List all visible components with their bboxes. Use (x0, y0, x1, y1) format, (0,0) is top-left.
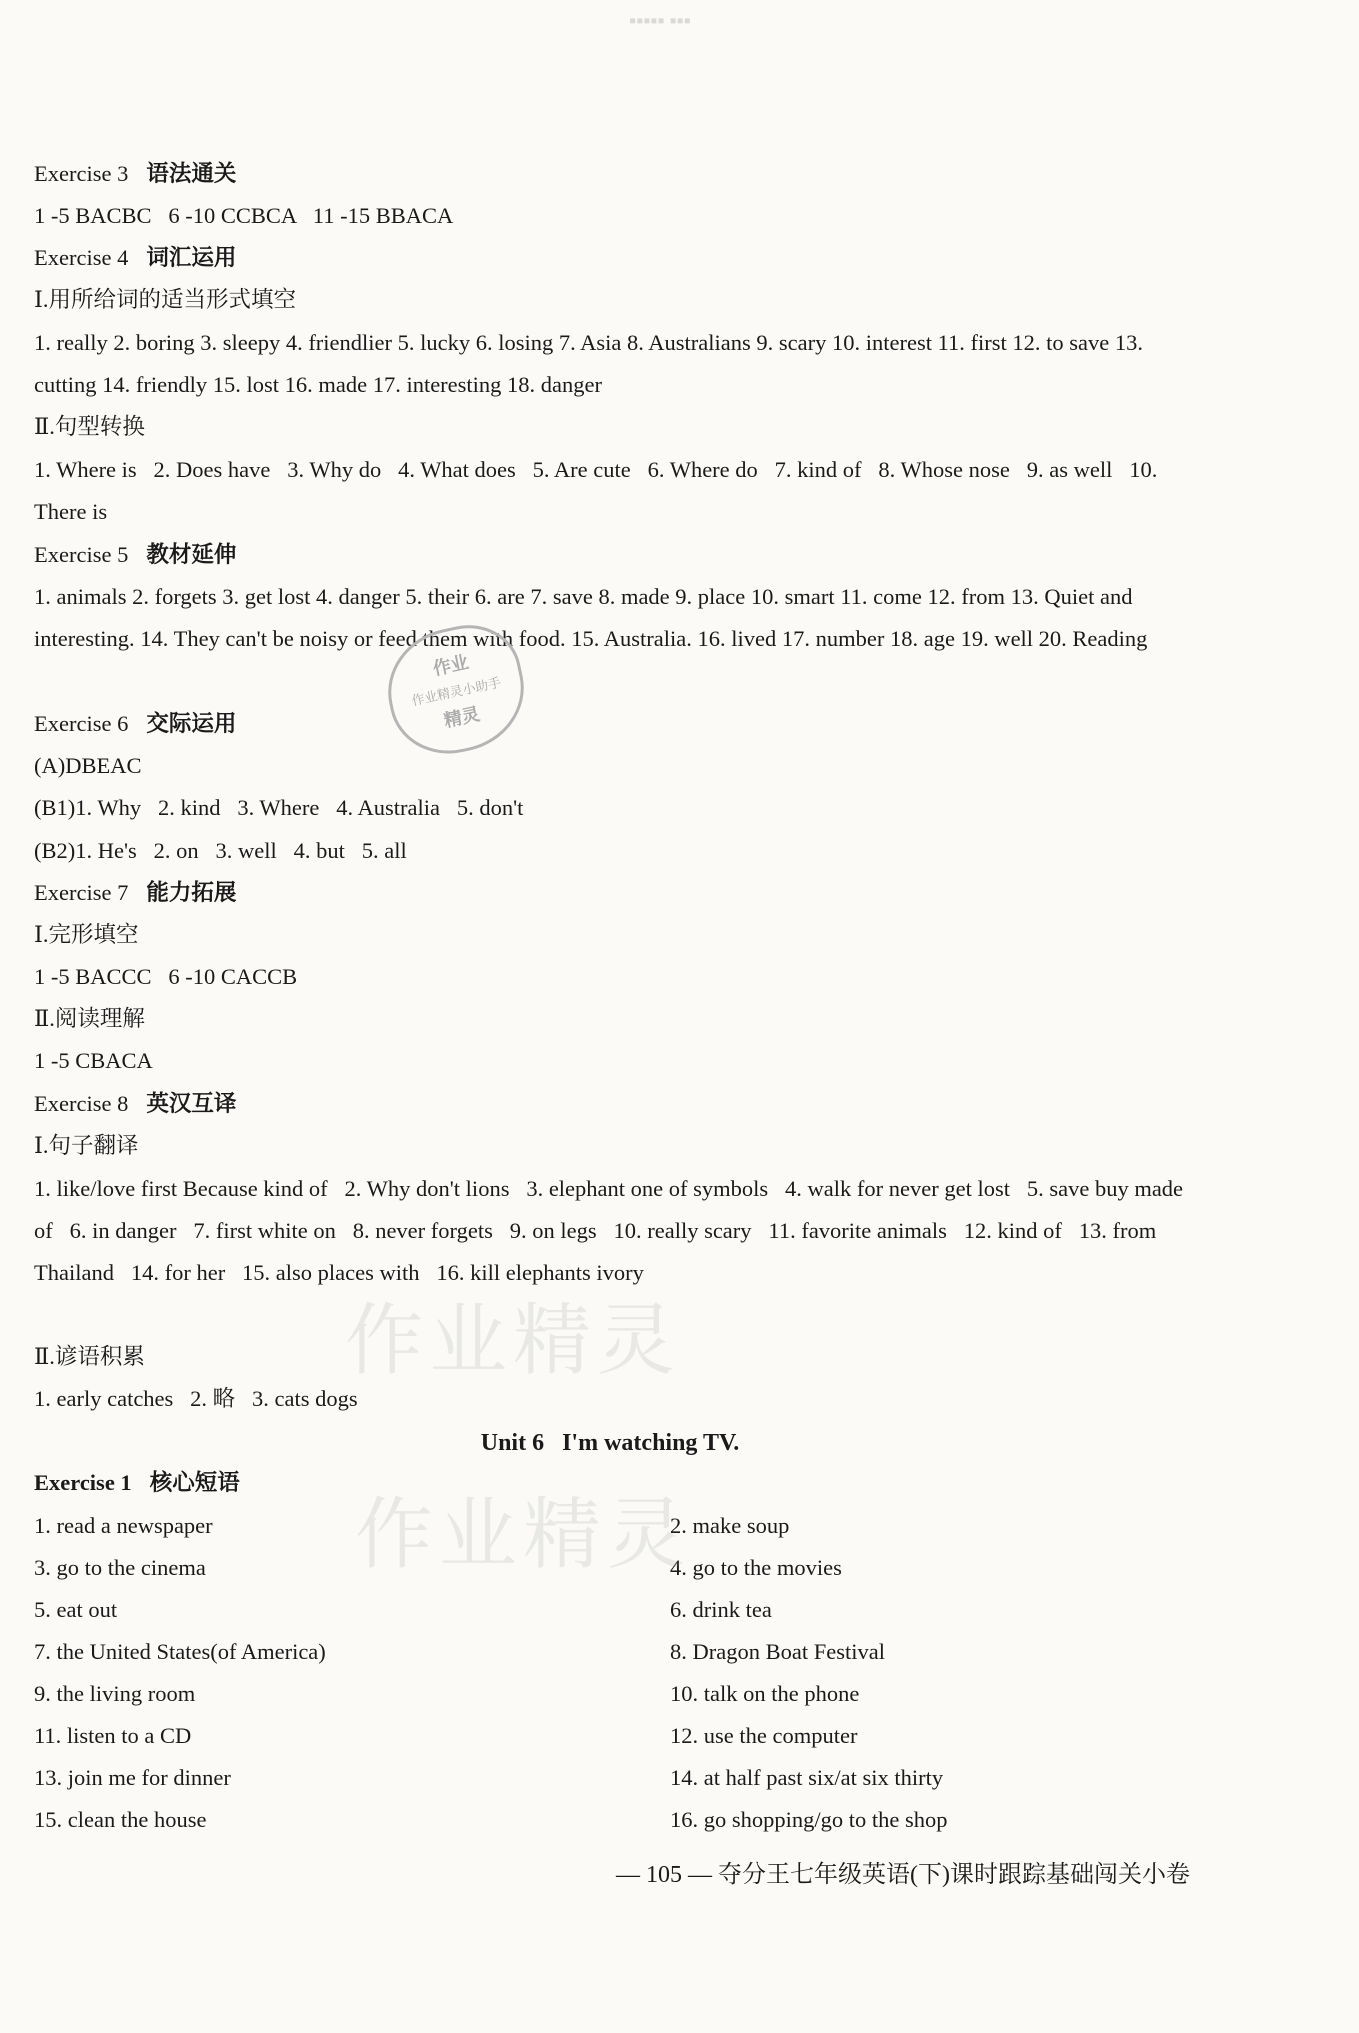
exercise-7-part2-answers: 1 -5 CBACA (34, 1048, 153, 1073)
page-number: — 105 — (616, 1862, 713, 1888)
exercise-3-answers: 1 -5 BACBC 6 -10 CCBCA 11 -15 BBACA (34, 203, 454, 228)
exercise-5-label: Exercise 5 (34, 542, 129, 567)
exercise-6-title: 交际运用 (146, 711, 237, 736)
phrase-item: 8. Dragon Boat Festival (670, 1639, 885, 1664)
phrase-item: 12. use the computer (670, 1723, 858, 1748)
faded-header-mark: ▪▪▪▪▪ ▪▪▪ (629, 10, 691, 32)
exercise-3-label: Exercise 3 (34, 161, 129, 186)
unit-6-exercise-1-heading (34, 1472, 240, 1495)
exercise-7-heading (34, 882, 236, 905)
unit-6-exercise-1-title: 核心短语 (149, 1470, 240, 1495)
exercise-7-part1-title: Ⅰ.完形填空 (34, 922, 139, 947)
watermark-text: 作业精灵 (345, 1296, 682, 1386)
phrase-item: 9. the living room (34, 1681, 196, 1706)
phrase-item: 4. go to the movies (670, 1555, 842, 1580)
phrase-item: 14. at half past six/at six thirty (670, 1765, 944, 1790)
exercise-7-title: 能力拓展 (146, 880, 237, 905)
exercise-4-part2-answers: 1. Where is 2. Does have 3. Why do 4. What does 5. Are cute 6. Where do 7. kind of 8. Whose nose 9. as well 10. There is (34, 457, 1163, 524)
exercise-5-heading (34, 544, 236, 567)
phrase-item: 5. eat out (34, 1597, 118, 1622)
exercise-8-part2-answers: 1. early catches 2. 略 3. cats dogs (34, 1386, 358, 1411)
exercise-8-heading (34, 1093, 236, 1116)
unit-6-exercise-1-label: Exercise 1 (34, 1470, 132, 1495)
stamp-middle-text: 作业精灵小助手 (410, 674, 503, 708)
phrase-item: 11. listen to a CD (34, 1723, 192, 1748)
exercise-4-part2-title: Ⅱ.句型转换 (34, 414, 145, 439)
exercise-7-part1-answers: 1 -5 BACCC 6 -10 CACCB (34, 964, 298, 989)
exercise-7-part2-title: Ⅱ.阅读理解 (34, 1006, 145, 1031)
stamp-top-text: 作业 (431, 651, 471, 679)
watermark-text: 作业精灵 (355, 1490, 692, 1580)
exercise-8-part1-title: Ⅰ.句子翻译 (34, 1133, 139, 1158)
exercise-8-label: Exercise 8 (34, 1091, 129, 1116)
exercise-3-heading (34, 163, 236, 186)
book-title: 夺分王七年级英语(下)课时跟踪基础闯关小卷 (718, 1862, 1190, 1888)
stamp-bottom-text: 精灵 (442, 703, 482, 731)
unit-6-title: Unit 6 I'm watching TV. (480, 1430, 740, 1456)
exercise-8-title: 英汉互译 (146, 1091, 237, 1116)
exercise-8-part1-answers: 1. like/love first Because kind of 2. Why don't lions 3. elephant one of symbols 4. walk for never get lost 5. save buy made of 6. in danger 7. first white on 8. never forgets 9. on legs 10. really scary 11. favorite animals 12. kind of 13. from Thailand 14. for her 15. also places with 16. kill elephants ivory (34, 1176, 1189, 1285)
phrase-item: 1. read a newspaper (34, 1513, 213, 1538)
phrase-item: 6. drink tea (670, 1597, 772, 1622)
exercise-3-title: 语法通关 (146, 161, 237, 186)
phrase-item: 7. the United States(of America) (34, 1639, 326, 1664)
page-footer (0, 1854, 1190, 1889)
exercise-4-label: Exercise 4 (34, 245, 129, 270)
exercise-4-title: 词汇运用 (146, 245, 237, 270)
exercise-4-heading (34, 247, 236, 270)
exercise-8-part2-title: Ⅱ.谚语积累 (34, 1344, 145, 1369)
phrase-item: 3. go to the cinema (34, 1555, 206, 1580)
exercise-6-label: Exercise 6 (34, 711, 129, 736)
exercise-6-b1: (B1)1. Why 2. kind 3. Where 4. Australia 5. don't (34, 795, 524, 820)
phrase-item: 2. make soup (670, 1513, 790, 1538)
phrase-item: 10. talk on the phone (670, 1681, 860, 1706)
exercise-7-label: Exercise 7 (34, 880, 129, 905)
phrase-item: 13. join me for dinner (34, 1765, 231, 1790)
exercise-6-heading (34, 713, 236, 736)
phrase-item: 15. clean the house (34, 1807, 207, 1832)
exercise-6-a: (A)DBEAC (34, 753, 142, 778)
exercise-4-part1-title: Ⅰ.用所给词的适当形式填空 (34, 287, 297, 312)
exercise-4-part1-answers: 1. really 2. boring 3. sleepy 4. friendlier 5. lucky 6. losing 7. Asia 8. Australians 9. scary 10. interest 11. first 12. to save 13. cutting 14. friendly 15. lost 16. made 17. interesting 18. danger (34, 330, 1143, 397)
exercise-5-answers: 1. animals 2. forgets 3. get lost 4. danger 5. their 6. are 7. save 8. made 9. place 10. smart 11. come 12. from 13. Quiet and interesting. 14. They can't be noisy or feed them with food. 15. Australia. 16. lived 17. number 18. age 19. well 20. Reading (34, 584, 1148, 651)
phrase-item: 16. go shopping/go to the shop (670, 1807, 948, 1832)
exercise-6-b2: (B2)1. He's 2. on 3. well 4. but 5. all (34, 838, 407, 863)
exercise-5-title: 教材延伸 (146, 542, 237, 567)
